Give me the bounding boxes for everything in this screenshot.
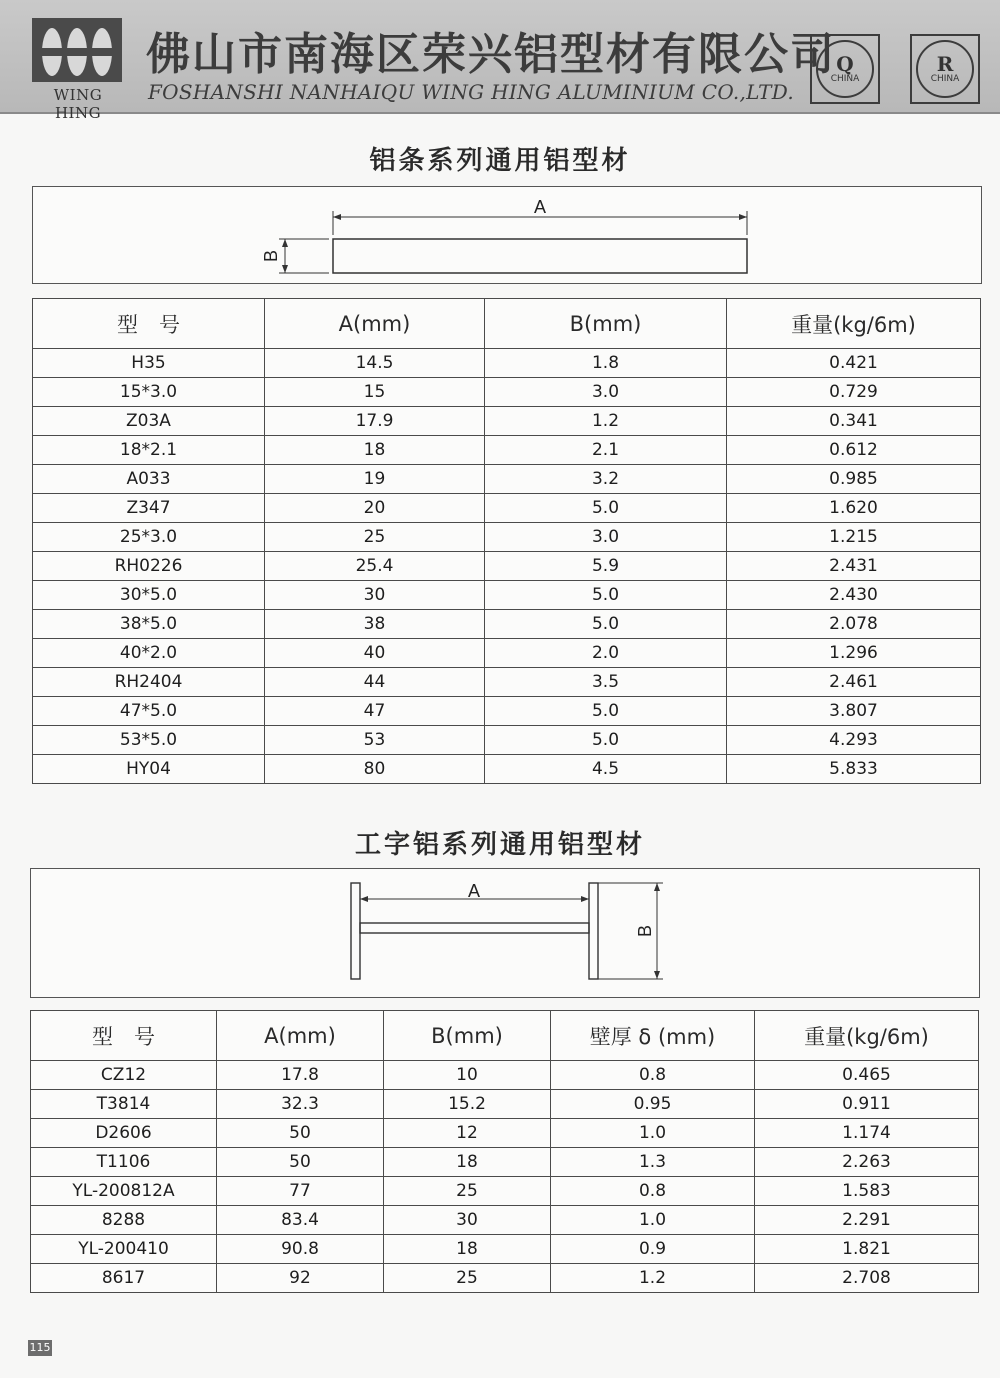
table-cell: 2.078	[727, 610, 981, 639]
table-cell: RH0226	[33, 552, 265, 581]
table-cell: 8288	[31, 1206, 217, 1235]
table-cell: 1.215	[727, 523, 981, 552]
table-cell: 1.620	[727, 494, 981, 523]
table-cell: 0.421	[727, 349, 981, 378]
table-row	[31, 1061, 979, 1090]
table-cell: 2.431	[727, 552, 981, 581]
table-cell: 5.0	[485, 494, 727, 523]
table-cell: 0.985	[727, 465, 981, 494]
dimension-label-b: B	[261, 249, 281, 263]
table-cell: 5.0	[485, 697, 727, 726]
table-header-row	[31, 1011, 979, 1061]
table-cell: 1.296	[727, 639, 981, 668]
table-row	[31, 1148, 979, 1177]
table-cell: 92	[217, 1264, 384, 1293]
table-cell: YL-200812A	[31, 1177, 217, 1206]
table-cell: 30*5.0	[33, 581, 265, 610]
table-row	[33, 407, 981, 436]
table-cell: 53	[265, 726, 485, 755]
table-cell: 25*3.0	[33, 523, 265, 552]
table-cell: 2.263	[755, 1148, 979, 1177]
table-row	[33, 465, 981, 494]
table-cell: 77	[217, 1177, 384, 1206]
header-thickness: 壁厚 δ (mm)	[551, 1011, 755, 1061]
table-cell: H35	[33, 349, 265, 378]
table-header-row	[33, 299, 981, 349]
table-cell: 47	[265, 697, 485, 726]
badge-label: CHINA	[930, 73, 960, 84]
table-cell: 19	[265, 465, 485, 494]
table-row	[33, 552, 981, 581]
table-cell: 50	[217, 1148, 384, 1177]
table-row	[31, 1235, 979, 1264]
table-cell: Z03A	[33, 407, 265, 436]
badge-letter: R	[936, 51, 954, 76]
header-b: B(mm)	[485, 299, 727, 349]
section-title-i-beam: 工字铝系列通用铝型材	[354, 830, 645, 860]
table-cell: 0.465	[755, 1061, 979, 1090]
table-cell: 5.833	[727, 755, 981, 784]
strip-profile-diagram	[32, 186, 982, 284]
table-cell: 32.3	[217, 1090, 384, 1119]
table-cell: 14.5	[265, 349, 485, 378]
table-cell: 3.5	[485, 668, 727, 697]
table-cell: 50	[217, 1119, 384, 1148]
dimension-label-b: B	[635, 924, 655, 938]
dimension-label-a: A	[533, 197, 547, 217]
section-title-strip: 铝条系列通用铝型材	[369, 146, 631, 176]
table-row	[33, 697, 981, 726]
table-cell: 18	[384, 1235, 551, 1264]
table-cell: 3.807	[727, 697, 981, 726]
table-cell: 18*2.1	[33, 436, 265, 465]
table-cell: Z347	[33, 494, 265, 523]
table-row	[31, 1090, 979, 1119]
table-cell: 30	[265, 581, 485, 610]
i-beam-spec-table	[30, 1010, 979, 1293]
table-row	[33, 755, 981, 784]
table-cell: D2606	[31, 1119, 217, 1148]
table-cell: 2.430	[727, 581, 981, 610]
table-cell: 18	[384, 1148, 551, 1177]
table-cell: 5.9	[485, 552, 727, 581]
table-cell: 1.583	[755, 1177, 979, 1206]
header-a: A(mm)	[217, 1011, 384, 1061]
table-cell: 25	[265, 523, 485, 552]
table-cell: 2.708	[755, 1264, 979, 1293]
table-cell: CZ12	[31, 1061, 217, 1090]
table-cell: 53*5.0	[33, 726, 265, 755]
table-cell: 5.0	[485, 726, 727, 755]
table-cell: 17.8	[217, 1061, 384, 1090]
table-cell: 0.8	[551, 1177, 755, 1206]
header-model: 型 号	[33, 299, 265, 349]
table-cell: 44	[265, 668, 485, 697]
table-cell: 0.612	[727, 436, 981, 465]
table-cell: 15	[265, 378, 485, 407]
table-row	[31, 1264, 979, 1293]
table-cell: 2.0	[485, 639, 727, 668]
table-cell: 3.0	[485, 378, 727, 407]
strip-spec-table	[32, 298, 981, 784]
table-cell: 1.0	[551, 1206, 755, 1235]
badge-label: CHINA	[830, 73, 860, 84]
table-cell: 40*2.0	[33, 639, 265, 668]
company-name-cn: 佛山市南海区荣兴铝型材有限公司	[146, 29, 836, 80]
table-cell: 1.2	[551, 1264, 755, 1293]
table-cell: 18	[265, 436, 485, 465]
table-cell: YL-200410	[31, 1235, 217, 1264]
table-cell: 0.911	[755, 1090, 979, 1119]
header-weight: 重量(kg/6m)	[727, 299, 981, 349]
table-cell: 1.3	[551, 1148, 755, 1177]
table-cell: 25.4	[265, 552, 485, 581]
table-cell: 40	[265, 639, 485, 668]
table-cell: 1.174	[755, 1119, 979, 1148]
table-cell: 38*5.0	[33, 610, 265, 639]
header-b: B(mm)	[384, 1011, 551, 1061]
table-cell: 15*3.0	[33, 378, 265, 407]
badge-letter: Q	[836, 51, 854, 76]
table-cell: 1.821	[755, 1235, 979, 1264]
table-row	[31, 1177, 979, 1206]
table-row	[33, 378, 981, 407]
table-cell: 0.9	[551, 1235, 755, 1264]
table-cell: 12	[384, 1119, 551, 1148]
table-cell: 3.0	[485, 523, 727, 552]
table-row	[33, 639, 981, 668]
table-row	[33, 581, 981, 610]
table-cell: 0.729	[727, 378, 981, 407]
quality-badge	[810, 34, 880, 104]
logo-text: WING HING	[53, 86, 103, 122]
table-cell: 80	[265, 755, 485, 784]
table-cell: 1.8	[485, 349, 727, 378]
table-cell: 30	[384, 1206, 551, 1235]
registered-badge	[910, 34, 980, 104]
table-cell: 2.291	[755, 1206, 979, 1235]
table-cell: 8617	[31, 1264, 217, 1293]
table-cell: T3814	[31, 1090, 217, 1119]
table-cell: 25	[384, 1264, 551, 1293]
table-row	[31, 1206, 979, 1235]
table-cell: RH2404	[33, 668, 265, 697]
table-cell: T1106	[31, 1148, 217, 1177]
table-row	[33, 523, 981, 552]
table-cell: 25	[384, 1177, 551, 1206]
dimension-label-a: A	[467, 881, 481, 901]
i-beam-profile-diagram	[30, 868, 980, 998]
table-cell: 2.1	[485, 436, 727, 465]
table-row	[31, 1119, 979, 1148]
table-cell: 1.2	[485, 407, 727, 436]
table-cell: 83.4	[217, 1206, 384, 1235]
table-cell: A033	[33, 465, 265, 494]
table-row	[33, 494, 981, 523]
table-cell: 90.8	[217, 1235, 384, 1264]
table-cell: 47*5.0	[33, 697, 265, 726]
table-cell: 20	[265, 494, 485, 523]
table-row	[33, 349, 981, 378]
table-cell: 3.2	[485, 465, 727, 494]
table-cell: HY04	[33, 755, 265, 784]
page-number: 115	[29, 1341, 51, 1354]
table-cell: 15.2	[384, 1090, 551, 1119]
header-model: 型 号	[31, 1011, 217, 1061]
header-a: A(mm)	[265, 299, 485, 349]
table-cell: 0.95	[551, 1090, 755, 1119]
table-row	[33, 436, 981, 465]
header-weight: 重量(kg/6m)	[755, 1011, 979, 1061]
table-cell: 17.9	[265, 407, 485, 436]
company-name-en: FOSHANSHI NANHAIQU WING HING ALUMINIUM CO.,LTD.	[148, 80, 795, 104]
company-logo	[32, 18, 122, 82]
table-cell: 4.293	[727, 726, 981, 755]
table-cell: 2.461	[727, 668, 981, 697]
page-header	[0, 0, 1000, 122]
table-row	[33, 668, 981, 697]
table-cell: 0.8	[551, 1061, 755, 1090]
table-cell: 38	[265, 610, 485, 639]
table-row	[33, 726, 981, 755]
table-cell: 1.0	[551, 1119, 755, 1148]
table-row	[33, 610, 981, 639]
table-cell: 4.5	[485, 755, 727, 784]
table-cell: 5.0	[485, 581, 727, 610]
table-cell: 5.0	[485, 610, 727, 639]
table-cell: 10	[384, 1061, 551, 1090]
table-cell: 0.341	[727, 407, 981, 436]
